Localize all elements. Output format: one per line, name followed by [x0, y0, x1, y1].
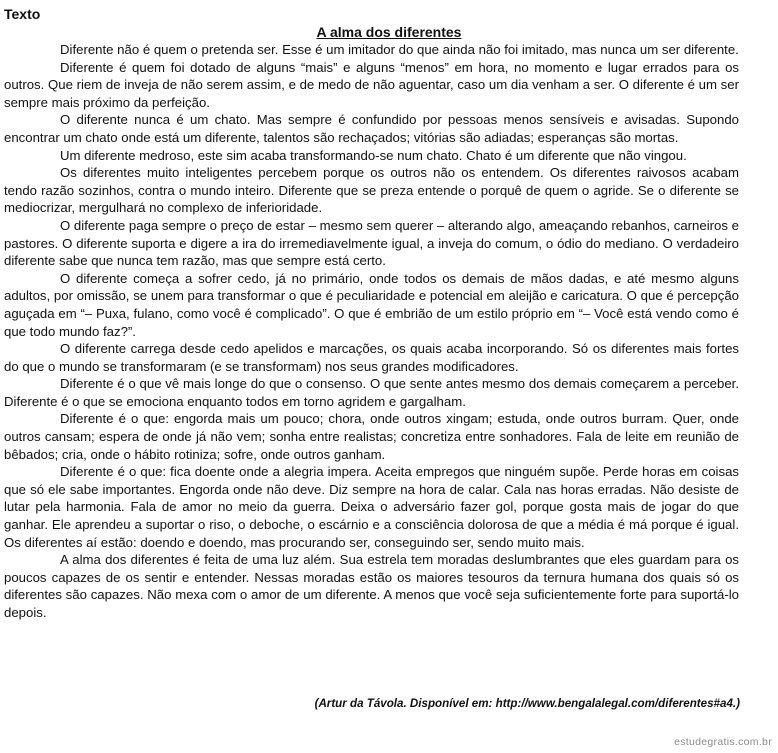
source-citation: (Artur da Távola. Disponível em: http://www.bengalalegal.com/diferentes#a4.)	[314, 697, 740, 710]
text-title: A alma dos diferentes	[316, 24, 462, 40]
watermark: estudegratis.com.br	[674, 736, 772, 748]
text-body	[4, 41, 739, 622]
paragraph-10: Diferente é o que: engorda mais um pouco; chora, onde outros xingam; estuda, onde outros burram. Quer, onde outros cansam; espera de onde já não vem; sonha entre realistas; concretiza entre sonhadores. Fala de leite em reunião de bêbados; cria, onde o hábito rotiniza; sofre, onde outros ganham.	[4, 411, 739, 462]
paragraph-4: Um diferente medroso, este sim acaba transformando-se num chato. Chato é um diferente que não vingou.	[60, 147, 687, 163]
paragraph-2: Diferente é quem foi dotado de alguns “mais” e alguns “menos” em hora, no momento e lugar errados para os outros. Que riem de inveja de não serem assim, e de medo de não aguentar, caso um dia venham a ser. O diferente é um ser sempre mais próximo da perfeição.	[4, 59, 739, 110]
paragraph-6: O diferente paga sempre o preço de estar – mesmo sem querer – alterando algo, ameaçando rebanhos, carneiros e pastores. O diferente suporta e digere a ira do irremediavelmente igual, a inveja do comum, o ódio do mediano. O verdadeiro diferente sabe que nunca tem razão, mas que sempre está certo.	[4, 217, 739, 269]
paragraph-12: A alma dos diferentes é feita de uma luz além. Sua estrela tem moradas deslumbrantes que eles guardam para os poucos capazes de os sentir e entender. Nessas moradas estão os maiores tesouros da ternura humana dos quais só os diferentes são capazes. Não mexa com o amor de um diferente. A menos que você seja suficientemente forte para suportá-lo depois.	[4, 552, 739, 620]
paragraph-9: Diferente é o que vê mais longe do que o consenso. O que sente antes mesmo dos demais começarem a perceber. Diferente é o que se emociona enquanto todos em torno agridem e gargalham.	[4, 376, 739, 409]
paragraph-8: O diferente carrega desde cedo apelidos e marcações, os quais acaba incorporando. Só os diferentes mais fortes do que o mundo se transformaram (e se transformam) nos seus grandes modificadores.	[4, 341, 739, 374]
paragraph-1: Diferente não é quem o pretenda ser. Esse é um imitador do que ainda não foi imitado, mas nunca um ser diferente.	[60, 42, 739, 57]
section-label: Texto	[4, 6, 41, 22]
paragraph-3: O diferente nunca é um chato. Mas sempre é confundido por pessoas menos sensíveis e avisadas. Supondo encontrar um chato onde está um diferente, talentos são rechaçados; vitórias são adiadas; esperanças são mortas.	[4, 112, 739, 145]
paragraph-5: Os diferentes muito inteligentes percebem porque os outros não os entendem. Os diferentes raivosos acabam tendo razão sozinhos, contra o mundo inteiro. Diferente que se preza entende o porquê de quem o agride. Se o diferente se mediocrizar, mergulhará no complexo de inferioridade.	[4, 165, 739, 216]
paragraph-7: O diferente começa a sofrer cedo, já no primário, onde todos os demais de mãos dadas, e até mesmo alguns adultos, por omissão, se unem para transformar o que é peculiaridade e potencial em aleijão e caricatura. O que é percepção aguçada em “– Puxa, fulano, como você é complicado”. O que é embrião de um estilo próprio em “– Você está vendo como é que todo mundo faz?”.	[4, 270, 739, 339]
paragraph-11: Diferente é o que: fica doente onde a alegria impera. Aceita empregos que ninguém supõe. Perde horas em coisas que só ele sabe importantes. Engorda onde não deve. Diz sempre na hora de calar. Cala nas horas erradas. Não desiste de lutar pela harmonia. Fala de amor no meio da guerra. Deixa o adversário fazer gol, porque gosta mais de jogar do que ganhar. Ele aprendeu a suportar o riso, o deboche, o escárnio e a consciência dolorosa de que a média é má porque é igual. Os diferentes aí estão: doendo e doendo, mas procurando ser, conseguindo ser, sendo muito mais.	[4, 464, 739, 550]
